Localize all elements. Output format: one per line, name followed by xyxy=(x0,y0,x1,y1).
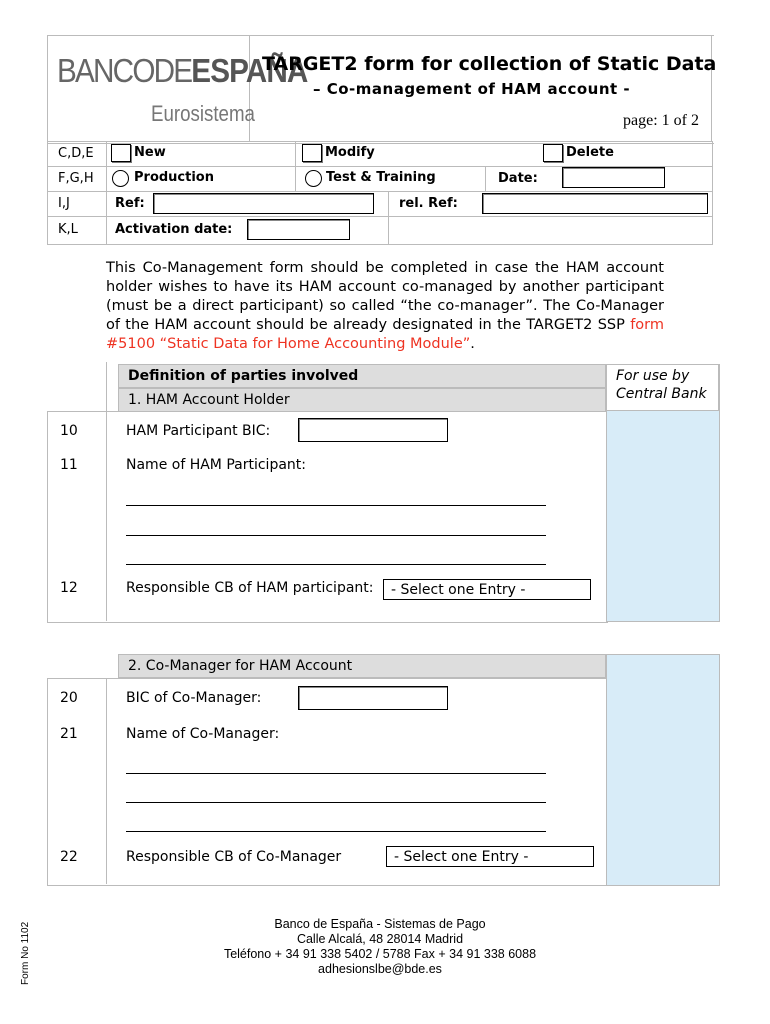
field-num-22: 22 xyxy=(60,849,78,865)
new-label: New xyxy=(134,145,166,160)
parties-heading-bar xyxy=(118,364,606,388)
row-code-ij: I,J xyxy=(58,196,70,211)
co-manager-bic-label: BIC of Co-Manager: xyxy=(126,690,262,706)
ham-bic-field[interactable] xyxy=(298,418,448,442)
col-divider-2 xyxy=(485,166,486,191)
test-training-radio[interactable] xyxy=(305,170,322,187)
footer-line-2: Calle Alcalá, 48 28014 Madrid xyxy=(296,932,464,946)
field-num-11: 11 xyxy=(60,457,78,473)
delete-checkbox[interactable] xyxy=(543,144,563,162)
co-manager-name-line-2[interactable] xyxy=(126,802,546,803)
rel-ref-field[interactable] xyxy=(482,193,708,214)
field-num-12: 12 xyxy=(60,580,78,596)
section2-divider xyxy=(106,678,107,884)
section1-title: 1. HAM Account Holder xyxy=(128,392,290,408)
co-manager-name-line-1[interactable] xyxy=(126,773,546,774)
activation-date-field[interactable] xyxy=(247,219,350,240)
date-label: Date: xyxy=(498,171,538,186)
section2-title: 2. Co-Manager for HAM Account xyxy=(128,658,353,674)
production-radio[interactable] xyxy=(112,170,129,187)
date-field[interactable] xyxy=(562,167,665,188)
modify-label: Modify xyxy=(325,145,375,160)
footer-line-1: Banco de España - Sistemas de Pago xyxy=(274,917,486,931)
cb-use-label: For use by Central Bank xyxy=(616,368,707,402)
code-column-divider xyxy=(106,141,107,244)
section2-title-bar xyxy=(118,654,606,678)
ham-name-line-3[interactable] xyxy=(126,564,546,565)
delete-label: Delete xyxy=(566,145,614,160)
co-manager-cb-select[interactable]: - Select one Entry - xyxy=(386,846,594,867)
cb-use-column-2 xyxy=(606,654,720,886)
intro-paragraph: This Co-Management form should be completed in case the HAM account holder wishes to have its HAM account co-managed by another participant (must be a direct participant) so called “the co-manager”. The Co-Manager of the HAM account should be already designated in the TARGET2 SSP form #5100 “Static Data for Home Accounting Module”. xyxy=(106,260,664,352)
ham-cb-label: Responsible CB of HAM participant: xyxy=(126,580,374,596)
page-indicator: page: 1 of 2 xyxy=(623,112,699,129)
col-divider-3 xyxy=(388,191,389,244)
table-right-border xyxy=(712,141,713,244)
section1-title-bar xyxy=(118,388,606,412)
ham-name-label: Name of HAM Participant: xyxy=(126,457,306,473)
production-label: Production xyxy=(134,170,214,185)
ref-label: Ref: xyxy=(115,196,145,211)
row-code-kl: K,L xyxy=(58,222,78,237)
field-num-20: 20 xyxy=(60,690,78,706)
section1-divider xyxy=(106,362,107,621)
logo-eurosistema: Eurosistema xyxy=(151,101,255,126)
row-code-cde: C,D,E xyxy=(58,146,94,161)
parties-heading: Definition of parties involved xyxy=(128,368,359,384)
new-checkbox[interactable] xyxy=(111,144,131,162)
row-code-fgh: F,G,H xyxy=(58,171,94,186)
ham-bic-label: HAM Participant BIC: xyxy=(126,423,271,439)
col-divider-1 xyxy=(295,141,296,191)
co-manager-name-label: Name of Co-Manager: xyxy=(126,726,280,742)
field-num-21: 21 xyxy=(60,726,78,742)
co-manager-bic-field[interactable] xyxy=(298,686,448,710)
ham-cb-select[interactable]: - Select one Entry - xyxy=(383,579,591,600)
footer-address xyxy=(150,917,610,977)
table-left-border xyxy=(47,141,48,244)
form-subtitle: – Co-management of HAM account - xyxy=(313,80,631,98)
form-number: Form No 1102 xyxy=(20,921,31,985)
modify-checkbox[interactable] xyxy=(302,144,322,162)
test-training-label: Test & Training xyxy=(326,170,436,185)
logo-banco-de-espana: BANCODEESPAÑA xyxy=(57,52,308,89)
co-manager-cb-label: Responsible CB of Co-Manager xyxy=(126,849,342,865)
header-right-border xyxy=(711,35,712,142)
rel-ref-label: rel. Ref: xyxy=(399,196,458,211)
co-manager-name-line-3[interactable] xyxy=(126,831,546,832)
form-title: TARGET2 form for collection of Static Data xyxy=(262,53,717,75)
footer-email: adhesionslbe@bde.es xyxy=(318,962,442,976)
footer-line-3: Teléfono + 34 91 338 5402 / 5788 Fax + 34 91 338 6088 xyxy=(223,947,537,961)
ham-name-line-1[interactable] xyxy=(126,505,546,506)
form-5100-link[interactable]: form #5100 “Static Data for Home Accounting Module” xyxy=(106,317,664,352)
activation-date-label: Activation date: xyxy=(115,222,233,237)
field-num-10: 10 xyxy=(60,423,78,439)
ham-name-line-2[interactable] xyxy=(126,535,546,536)
ref-field[interactable] xyxy=(153,193,374,214)
